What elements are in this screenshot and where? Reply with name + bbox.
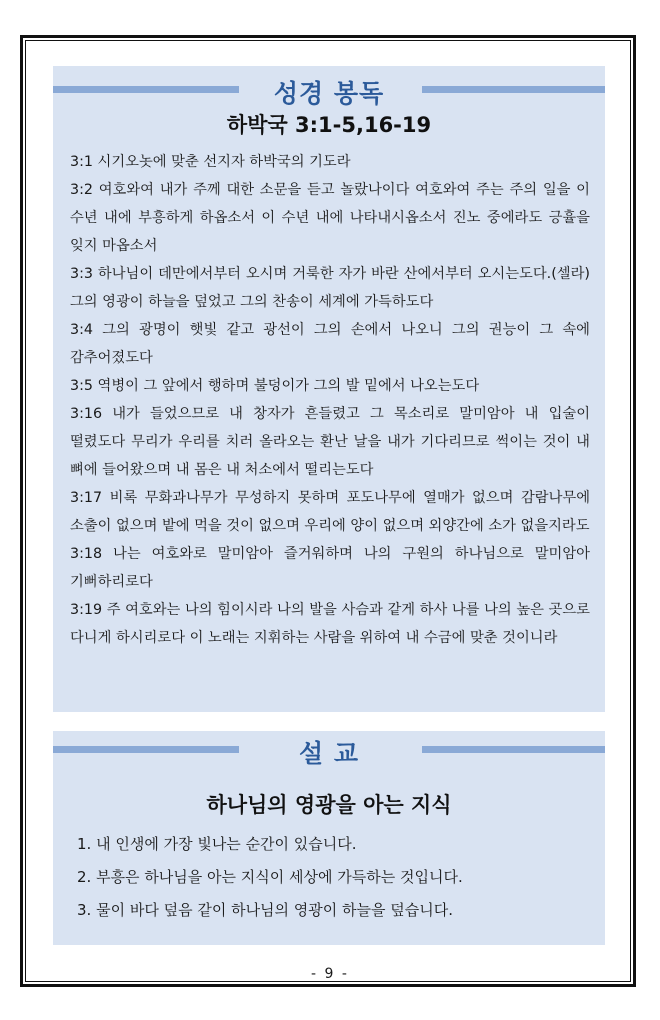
sermon-subtitle: 하나님의 영광을 아는 지식 [206,793,452,817]
scripture-reading-section [53,66,605,712]
verse: 3:4 그의 광명이 햇빛 같고 광선이 그의 손에서 나오니 그의 권능이 그 속에 감추어졌도다 [70,322,590,366]
verse-list [70,148,590,652]
verse: 3:19 주 여호와는 나의 힘이시라 나의 발을 사슴과 같게 하사 나를 나의 높은 곳으로 다니게 하시리로다 이 노래는 지휘하는 사람을 위하여 내 수금에 맞춘 것이니라 [70,602,590,646]
sermon-section [53,731,605,945]
sermon-point: 1. 내 인생에 가장 빛나는 순간이 있습니다. [77,835,357,853]
sermon-point: 3. 물이 바다 덮음 같이 하나님의 영광이 하늘을 덮습니다. [77,901,454,919]
sermon-point: 2. 부흥은 하나님을 아는 지식이 세상에 가득하는 것입니다. [77,868,463,886]
reading-title: 성경 봉독 [273,79,385,108]
verse: 3:5 역병이 그 앞에서 행하며 불덩이가 그의 발 밑에서 나오는도다 [70,378,480,394]
verse: 3:16 내가 들었으므로 내 창자가 흔들렸고 그 목소리로 말미암아 내 입술이 떨렸도다 무리가 우리를 치러 올라오는 환난 날을 내가 기다리므로 썩이는 것이 내 뼈에 들어왔으며 내 몸은 내 처소에서 떨리는도다 [70,406,590,478]
verse: 3:3 하나님이 데만에서부터 오시며 거룩한 자가 바란 산에서부터 오시는도다.(셀라) 그의 영광이 하늘을 덮었고 그의 찬송이 세계에 가득하도다 [70,266,590,310]
scripture-reference: 하박국 3:1-5,16-19 [226,113,432,137]
verse: 3:17 비록 무화과나무가 무성하지 못하며 포도나무에 열매가 없으며 감람나무에 소출이 없으며 밭에 먹을 것이 없으며 우리에 양이 없으며 외양간에 소가 없을지라도 [70,490,590,534]
sermon-title: 설 교 [298,739,359,768]
verse: 3:18 나는 여호와로 말미암아 즐거워하며 나의 구원의 하나님으로 말미암아 기뻐하리로다 [70,546,590,590]
page-number: - 9 - [311,966,349,982]
verse: 3:2 여호와여 내가 주께 대한 소문을 듣고 놀랐나이다 여호와여 주는 주의 일을 이 수년 내에 부흥하게 하옵소서 이 수년 내에 나타내시옵소서 진노 중에라도 긍휼을 잊지 마옵소서 [70,182,590,254]
sermon-points [77,828,597,927]
verse: 3:1 시기오놋에 맞춘 선지자 하박국의 기도라 [70,154,351,170]
